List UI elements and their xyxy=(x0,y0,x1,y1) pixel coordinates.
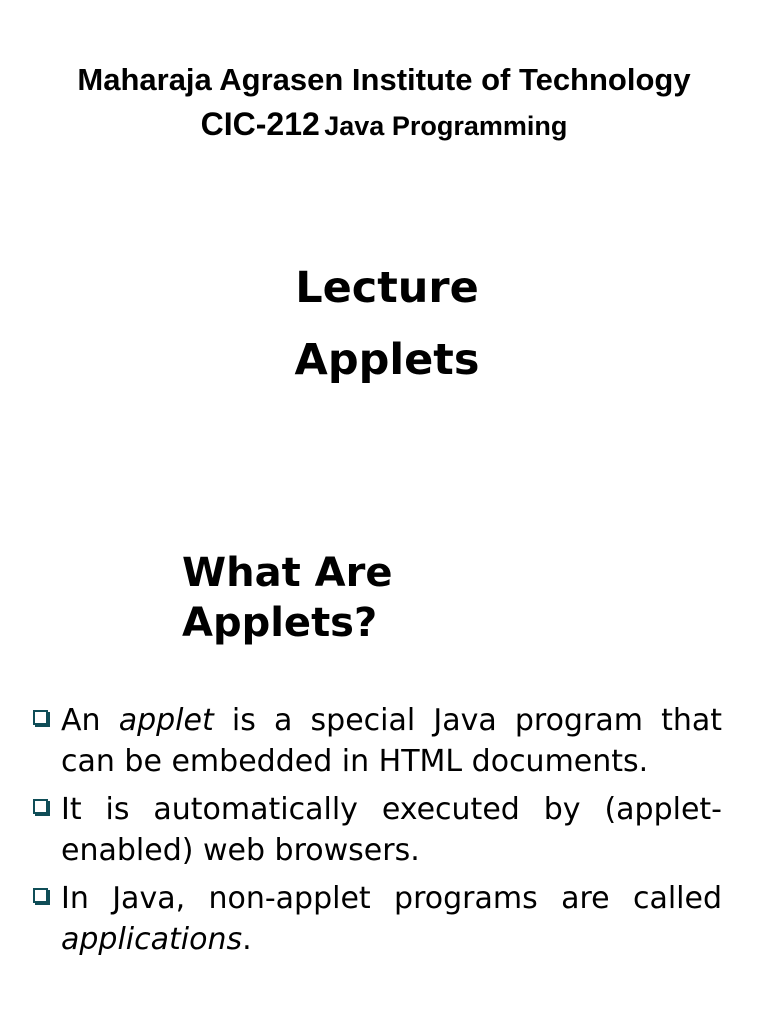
bullet-text: In Java, non-applet programs are called xyxy=(61,881,722,916)
bullet-item xyxy=(32,878,722,960)
bullet-item xyxy=(32,700,722,782)
bullet-text: It is automatically executed by (applet-enabled) web browsers. xyxy=(61,792,722,868)
bullet-item xyxy=(32,789,722,871)
lecture-label: Lecture xyxy=(295,263,479,313)
course-name: Java Programming xyxy=(324,111,568,141)
section-title: What Are Applets? xyxy=(182,550,393,646)
bullet-text-italic: applications xyxy=(61,922,243,957)
section-title-clip xyxy=(182,550,602,654)
slide-header xyxy=(0,58,768,153)
bullet-text: is a special Java program that can be embedded in HTML documents. xyxy=(61,703,722,779)
section-title-container xyxy=(182,548,602,654)
square-bullet-icon xyxy=(33,888,48,903)
institute-name: Maharaja Agrasen Institute of Technology xyxy=(77,62,691,97)
square-bullet-icon xyxy=(33,710,48,725)
bullet-text: . xyxy=(242,922,252,957)
lecture-title xyxy=(0,262,774,406)
course-line xyxy=(0,102,768,153)
bullet-text-italic: applet xyxy=(118,703,214,738)
course-code: CIC-212 xyxy=(200,106,320,142)
lecture-topic: Applets xyxy=(294,335,480,385)
bullet-list xyxy=(32,700,722,967)
square-bullet-icon xyxy=(33,799,48,814)
bullet-text: An xyxy=(61,703,119,738)
